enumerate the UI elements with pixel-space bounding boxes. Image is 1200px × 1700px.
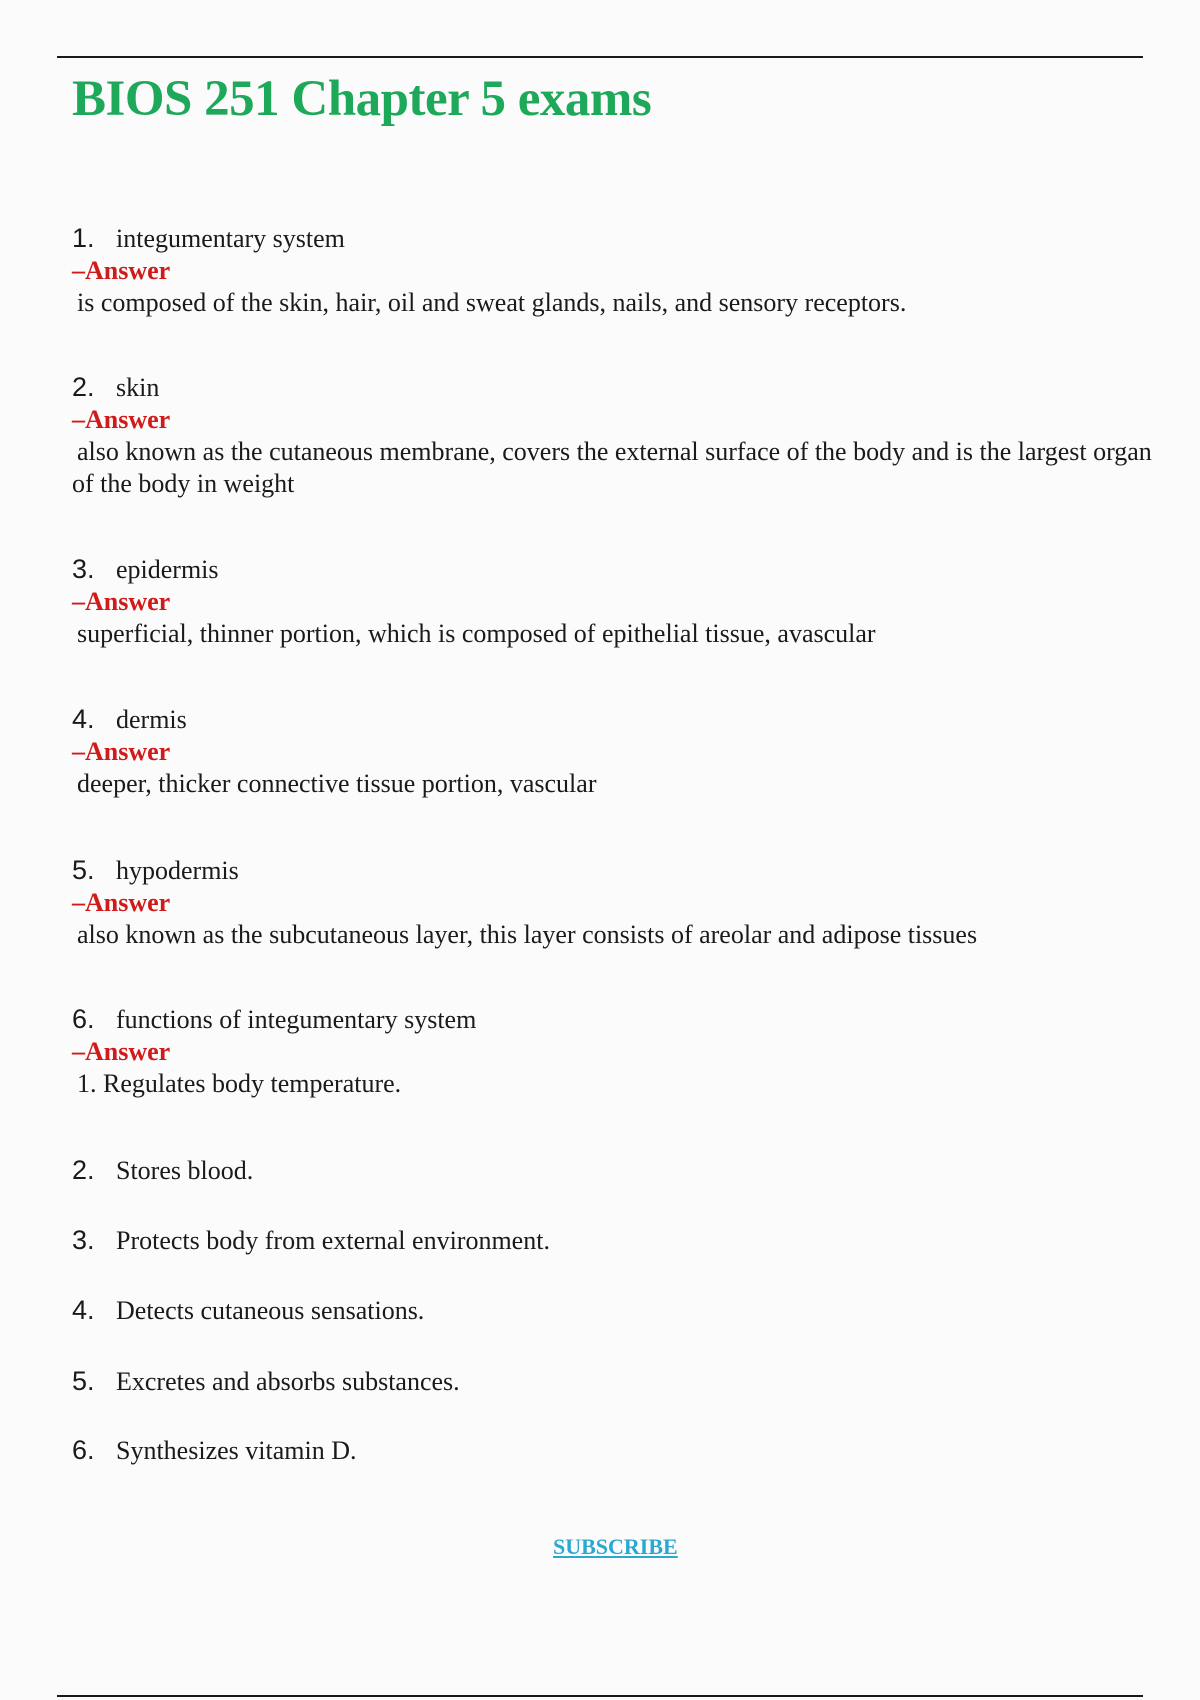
list-item-number: 3. xyxy=(72,1225,95,1255)
question-number: 6. xyxy=(72,1004,95,1034)
answer-text: 1. Regulates body temperature. xyxy=(77,1069,402,1098)
question-term: hypodermis xyxy=(116,856,239,885)
question-number: 4. xyxy=(72,704,95,734)
list-item xyxy=(72,1294,424,1327)
answer-label: –Answer xyxy=(72,737,171,766)
answer-label: –Answer xyxy=(72,405,171,434)
list-item xyxy=(72,1154,253,1187)
answer-text: deeper, thicker connective tissue portion, vascular xyxy=(77,769,597,798)
question-number: 3. xyxy=(72,554,95,584)
question-1 xyxy=(72,222,1162,319)
bottom-rule xyxy=(57,1695,1143,1697)
question-3 xyxy=(72,553,1162,650)
list-item-number: 2. xyxy=(72,1155,95,1185)
answer-label: –Answer xyxy=(72,587,171,616)
question-term: dermis xyxy=(116,705,187,734)
list-item-text: Synthesizes vitamin D. xyxy=(116,1436,357,1465)
question-term: epidermis xyxy=(116,555,219,584)
question-number: 2. xyxy=(72,372,95,402)
list-item-number: 5. xyxy=(72,1366,95,1396)
question-2 xyxy=(72,371,1162,500)
list-item-text: Protects body from external environment. xyxy=(116,1226,550,1255)
question-5 xyxy=(72,854,1162,951)
subscribe-link[interactable]: SUBSCRIBE xyxy=(553,1534,678,1559)
list-item xyxy=(72,1434,356,1467)
top-rule xyxy=(57,56,1143,58)
answer-text: superficial, thinner portion, which is composed of epithelial tissue, avascular xyxy=(77,619,876,648)
question-6 xyxy=(72,1003,1162,1100)
answer-label: –Answer xyxy=(72,1037,171,1066)
list-item-text: Detects cutaneous sensations. xyxy=(116,1296,425,1325)
list-item-number: 6. xyxy=(72,1435,95,1465)
list-item-number: 4. xyxy=(72,1295,95,1325)
answer-text: is composed of the skin, hair, oil and sweat glands, nails, and sensory receptors. xyxy=(77,288,907,317)
question-term: integumentary system xyxy=(116,224,345,253)
answer-text: also known as the subcutaneous layer, this layer consists of areolar and adipose tissues xyxy=(77,920,978,949)
question-term: skin xyxy=(116,373,160,402)
question-number: 5. xyxy=(72,855,95,885)
answer-label: –Answer xyxy=(72,256,171,285)
list-item xyxy=(72,1365,460,1398)
answer-text: also known as the cutaneous membrane, covers the external surface of the body and is the largest organ of the body in weight xyxy=(72,437,1152,498)
question-term: functions of integumentary system xyxy=(116,1005,477,1034)
question-4 xyxy=(72,703,1162,800)
page-title: BIOS 251 Chapter 5 exams xyxy=(72,71,652,127)
list-item-text: Stores blood. xyxy=(116,1156,254,1185)
question-number: 1. xyxy=(72,223,95,253)
list-item-text: Excretes and absorbs substances. xyxy=(116,1367,460,1396)
answer-label: –Answer xyxy=(72,888,171,917)
list-item xyxy=(72,1224,550,1257)
